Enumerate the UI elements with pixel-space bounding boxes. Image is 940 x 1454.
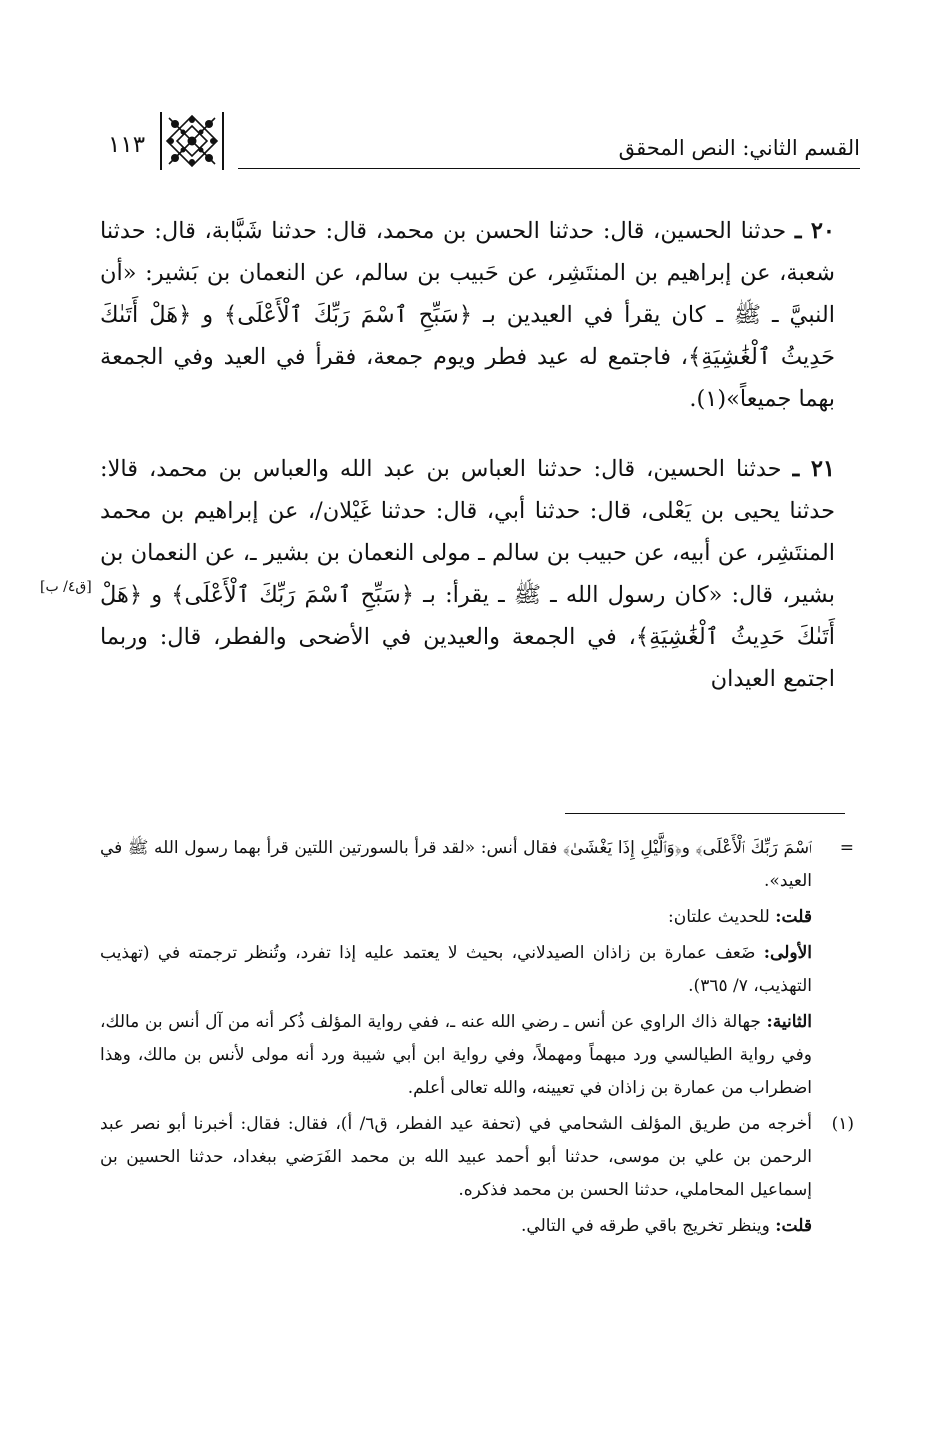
footnote-separator bbox=[565, 813, 845, 814]
footnotes bbox=[100, 832, 854, 1246]
footnote-text: ٱسْمَ رَبِّكَ ٱلْأَعْلَى﴾ و﴿وَٱلَّيْلِ إِذَا يَغْشَىٰ﴾ فقال أنس: «لقد قرأ بالسورتين اللتين قرأ بهما رسول الله ﷺ في العيد». bbox=[100, 838, 812, 891]
page-number: ١١٣ bbox=[108, 132, 146, 158]
manuscript-folio-note: [ق٤/ ب] bbox=[40, 579, 92, 595]
footnote-remark bbox=[100, 901, 812, 934]
first-defect-label: الأولى: bbox=[763, 943, 813, 963]
hadith-number: ٢٠ ـ bbox=[794, 218, 835, 244]
main-text bbox=[100, 210, 835, 700]
footnote-1-remark bbox=[100, 1210, 812, 1243]
continuation-mark: = bbox=[839, 838, 854, 858]
hadith-21 bbox=[100, 448, 835, 700]
remark-text: وينظر تخريج باقي طرقه في التالي. bbox=[521, 1216, 770, 1236]
footnote-1 bbox=[100, 1108, 854, 1207]
section-title: القسم الثاني: النص المحقق bbox=[618, 136, 860, 160]
footnote-continuation bbox=[100, 832, 854, 898]
knot-ornament-icon bbox=[160, 112, 224, 170]
footnote-second-defect bbox=[100, 1006, 812, 1105]
header-rule bbox=[238, 168, 860, 169]
hadith-20 bbox=[100, 210, 835, 420]
footnote-marker: (١) bbox=[831, 1114, 854, 1134]
hadith-text: حدثنا الحسين، قال: حدثنا الحسن بن محمد، قال: حدثنا شَبَّابة، قال: حدثنا شعبة، عن إبراهيم بن المنتَشِر، عن حَبيب بن سالم، عن النعمان بن بَشير: «أن النبيَّ ـ ﷺ ـ كان يقرأ في العيدين بـ ﴿سَبِّحِ ٱسْمَ رَبِّكَ ٱلْأَعْلَى﴾ و ﴿هَلْ أَتَىٰكَ حَدِيثُ ٱلْغَٰشِيَةِ﴾، فاجتمع له عيد فطر ويوم جمعة، فقرأ في العيد وفي الجمعة بهما جميعاً»(١). bbox=[100, 218, 835, 412]
hadith-text: حدثنا الحسين، قال: حدثنا العباس بن عبد الله والعباس بن محمد، قالا: حدثنا يحيى بن يَعْلى، قال: حدثنا أبي، قال: حدثنا غَيْلان/، عن إبراهيم بن محمد المنتَشِر، عن أبيه، عن حبيب بن سالم ـ مولى النعمان بن بشير ـ، عن النعمان بن بشير، قال: «كان رسول الله ـ ﷺ ـ يقرأ: بـ ﴿سَبِّحِ ٱسْمَ رَبِّكَ ٱلْأَعْلَى﴾ و ﴿هَلْ أَتَىٰكَ حَدِيثُ ٱلْغَٰشِيَةِ﴾، في الجمعة والعيدين في الأضحى والفطر، قال: وربما اجتمع العيدان bbox=[100, 456, 835, 692]
running-header bbox=[100, 112, 860, 168]
second-defect-text: جهالة ذاك الراوي عن أنس ـ رضي الله عنه ـ، ففي رواية المؤلف ذُكر أنه من آل أنس بن مالك، وفي رواية الطيالسي ورد مبهماً ومهملاً، وفي رواية ابن أبي شيبة ورد أنه مولى لأنس بن مالك، وهذا اضطراب من عمارة بن زاذان في تعيينه، والله تعالى أعلم. bbox=[100, 1012, 812, 1098]
footnote-first-defect bbox=[100, 937, 812, 1003]
footnote-text: أخرجه من طريق المؤلف الشحامي في (تحفة عيد الفطر، ق٦/ أ)، فقال: فقال: أخبرنا أبو نصر عبد الرحمن بن علي بن موسى، حدثنا أبو أحمد عبيد الله بن محمد الفَرَضي ببغداد، حدثنا الحسين بن إسماعيل المحاملي، حدثنا الحسن بن محمد فذكره. bbox=[100, 1114, 812, 1200]
remark-label: قلت: bbox=[775, 1216, 812, 1236]
hadith-number: ٢١ ـ bbox=[792, 456, 835, 482]
first-defect-text: ضَعف عمارة بن زاذان الصيدلاني، بحيث لا يعتمد عليه إذا تفرد، وتُنظر ترجمته في (تهذيب التهذيب، ٧/ ٣٦٥). bbox=[100, 943, 812, 996]
second-defect-label: الثانية: bbox=[766, 1012, 812, 1032]
remark-text: للحديث علتان: bbox=[668, 907, 770, 927]
remark-label: قلت: bbox=[775, 907, 812, 927]
